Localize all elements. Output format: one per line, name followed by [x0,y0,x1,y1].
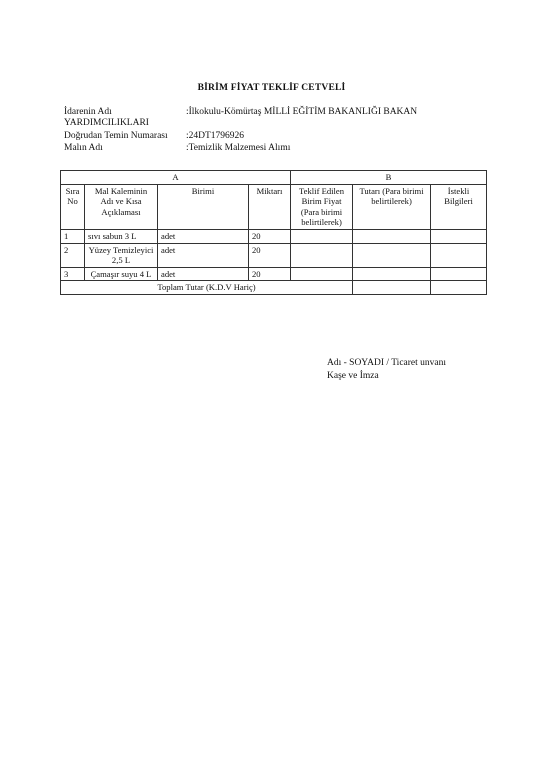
total-row [61,281,487,295]
row-price-cell [291,229,353,243]
info-idare-cont: YARDIMCILIKLARI [64,118,149,128]
row-unit: adet [158,243,249,267]
row-name: Çamaşır suyu 4 L [85,267,158,281]
header-miktar: Miktarı [249,184,291,229]
header-kalem: Mal Kaleminin Adı ve Kısa Açıklaması [85,184,158,229]
total-label: Toplam Tutar (K.D.V Hariç) [61,281,353,295]
row-bidder-cell [431,267,487,281]
row-qty: 20 [249,229,291,243]
price-table [60,170,487,295]
signature-name-line: Adı - SOYADI / Ticaret unvanı [327,358,447,368]
header-teklif: Teklif Edilen Birim Fiyat (Para birimi belirtilerek) [291,184,353,229]
info-mal [64,143,290,154]
group-header-row [61,171,487,185]
row-qty: 20 [249,267,291,281]
idare-value: :İlkokulu-Kömürtaş MİLLİ EĞİTİM BAKANLIĞI BAKAN [186,107,418,117]
column-header-row [61,184,487,229]
header-sira: Sıra No [61,184,85,229]
temin-label: Doğrudan Temin Numarası [64,131,168,141]
table-row [61,267,487,281]
row-bidder-cell [431,229,487,243]
info-temin [64,131,244,142]
info-idare [64,107,417,118]
row-qty: 20 [249,243,291,267]
header-birim: Birimi [158,184,249,229]
row-total-cell [353,243,431,267]
row-total-cell [353,229,431,243]
row-unit: adet [158,267,249,281]
total-empty-cell [431,281,487,295]
row-unit: adet [158,229,249,243]
row-no: 2 [61,243,85,267]
temin-value: :24DT1796926 [186,131,245,141]
row-price-cell [291,243,353,267]
table-row [61,229,487,243]
row-no: 1 [61,229,85,243]
row-bidder-cell [431,243,487,267]
group-b-header: B [291,171,487,185]
mal-value: :Temizlik Malzemesi Alımı [186,143,291,153]
row-name: Yüzey Temizleyici 2,5 L [85,243,158,267]
total-value-cell [353,281,431,295]
row-no: 3 [61,267,85,281]
idare-label: İdarenin Adı [64,107,112,117]
header-istekli: İstekli Bilgileri [431,184,487,229]
row-price-cell [291,267,353,281]
header-tutar: Tutarı (Para birimi belirtilerek) [353,184,431,229]
row-name: sıvı sabun 3 L [85,229,158,243]
table-row [61,243,487,267]
document-title: BİRİM FİYAT TEKLİF CETVELİ [197,83,346,93]
mal-label: Malın Adı [64,143,103,153]
row-total-cell [353,267,431,281]
signature-stamp-line: Kaşe ve İmza [327,371,379,381]
group-a-header: A [61,171,291,185]
